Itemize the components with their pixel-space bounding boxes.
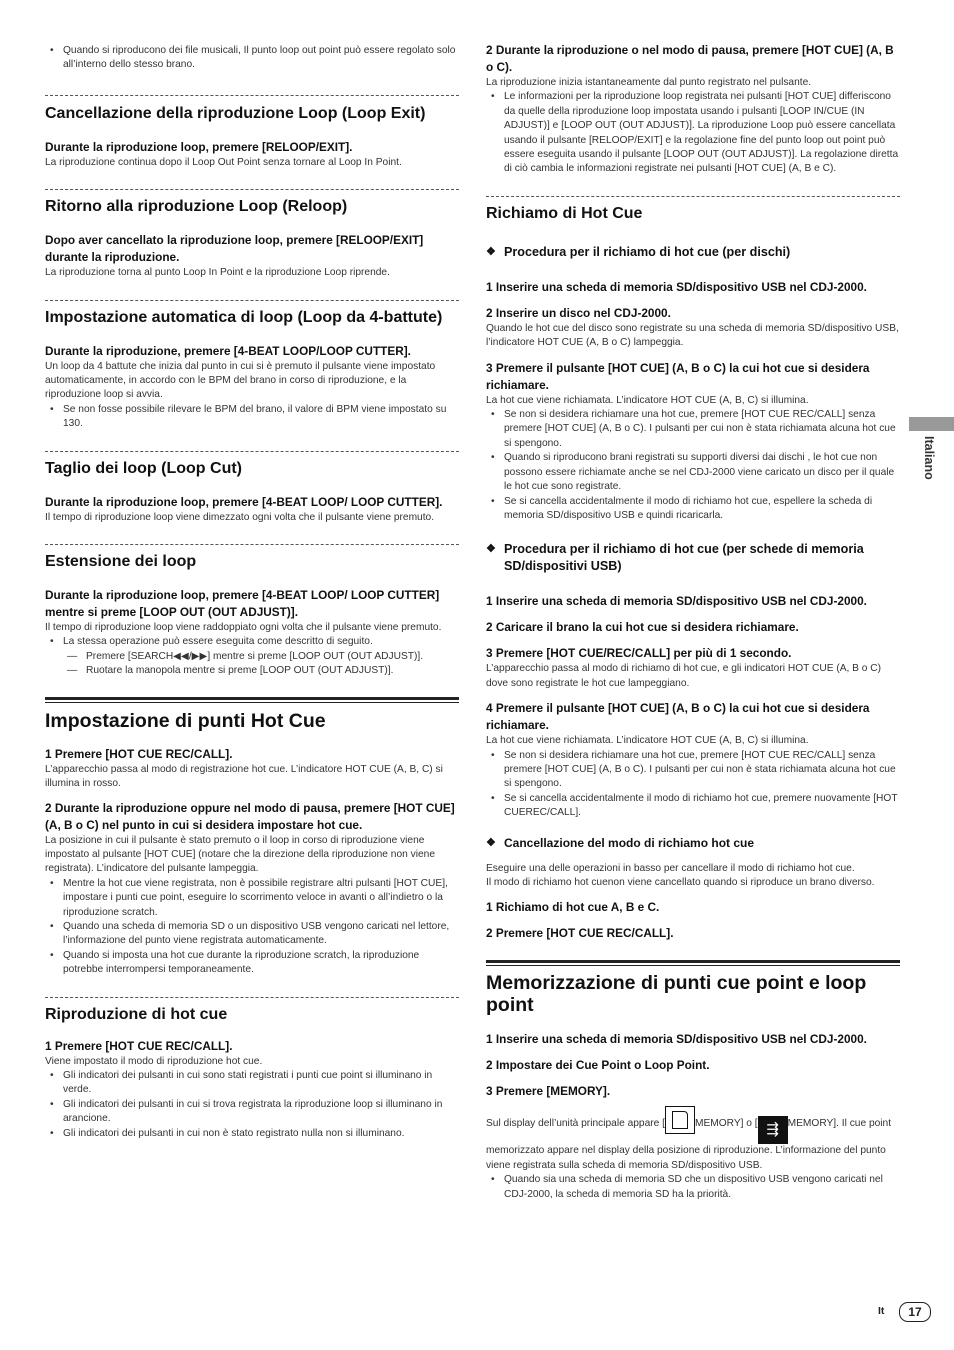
paragraph: La riproduzione torna al punto Loop In Point e la riproduzione Loop riprende.: [45, 267, 390, 279]
usb-icon: ⇶: [758, 1116, 788, 1144]
paragraph: L’apparecchio passa al modo di registrazione hot cue. L’indicatore HOT CUE (A, B, C) si illumina in rosso.: [45, 763, 443, 790]
step: 1 Richiamo di hot cue A, B e C.: [486, 900, 660, 915]
list-item: • Se si cancella accidentalmente il modo di richiamo hot cue, espellere la scheda di memoria SD/dispositivo USB e quindi ricaricarla.: [486, 495, 900, 524]
section-title: Richiamo di Hot Cue: [486, 204, 643, 222]
step: Dopo aver cancellato la riproduzione loop, premere [RELOOP/EXIT] durante la riproduzione.: [45, 233, 424, 265]
section-divider: [45, 189, 459, 190]
step: 2 Premere [HOT CUE REC/CALL].: [486, 926, 674, 941]
section-divider: [45, 451, 459, 452]
step: 1 Inserire una scheda di memoria SD/dispositivo USB nel CDJ-2000.: [486, 1032, 867, 1047]
paragraph: Il tempo di riproduzione loop viene dimezzato ogni volta che il pulsante viene premuto.: [45, 511, 435, 523]
right-column: [486, 40, 900, 1202]
section-title: Riproduzione di hot cue: [45, 1005, 228, 1023]
step: Durante la riproduzione, premere [4-BEAT LOOP/LOOP CUTTER].: [45, 343, 411, 358]
step: 3 Premere il pulsante [HOT CUE] (A, B o C) la cui hot cue si desidera richiamare.: [486, 360, 870, 392]
step: 2 Inserire un disco nel CDJ-2000.: [486, 305, 671, 320]
paragraph: Viene impostato il modo di riproduzione hot cue.: [45, 1055, 263, 1067]
section-divider: [45, 997, 459, 998]
side-tab-marker: [909, 417, 954, 431]
list-item: • Mentre la hot cue viene registrata, non è possibile registrare altri pulsanti [HOT CUE], impostare i punti cue point, eseguire lo scorrimento veloce in avanti o all’indietro o la riproduzione scratch.: [45, 877, 459, 920]
list-item: • Quando sia una scheda di memoria SD che un dispositivo USB vengono caricati nel CDJ-2000, la scheda di memoria SD ha la priorità.: [486, 1173, 900, 1202]
step: 2 Impostare dei Cue Point o Loop Point.: [486, 1058, 710, 1073]
section-title: Ritorno alla riproduzione Loop (Reloop): [45, 198, 348, 216]
chapter-rule: [45, 697, 459, 703]
left-column: [45, 40, 459, 1141]
list-item: • Se non si desidera richiamare una hot cue, premere [HOT CUE REC/CALL] senza premere [HOT CUE] (A, B o C). I pulsanti per cui non è stata richiamata alcuna hot cue si spengono.: [486, 749, 900, 792]
section-title: Cancellazione della riproduzione Loop (Loop Exit): [45, 104, 426, 122]
chapter-title: Memorizzazione di punti cue point e loop point: [486, 972, 867, 1017]
paragraph: Quando le hot cue del disco sono registrate su una scheda di memoria SD/dispositivo USB, l’indicatore HOT CUE (A, B o C) lampeggia.: [486, 322, 899, 349]
list-item: • Gli indicatori dei pulsanti in cui sono stati registrati i punti cue point si illuminano in verde.: [45, 1069, 459, 1098]
chapter-title: Impostazione di punti Hot Cue: [45, 709, 326, 732]
subsection-title: ❖ Cancellazione del modo di richiamo hot cue: [486, 835, 755, 850]
list-item: • Le informazioni per la riproduzione loop registrata nei pulsanti [HOT CUE] differiscono da quelle della riproduzione loop impostata usando i pulsanti [LOOP IN/CUE (IN ADJUST)] e [LOOP OUT (OUT ADJUST)]. La riproduzione Loop può essere cancellata usando il pulsante [RELOOP/EXIT] e la regolazione fine del punto loop out point può essere eseguita usando il pulsante [LOOP OUT (OUT ADJUST)]. La regolazione diretta di ciò cambia le informazioni registrate nei pulsanti [HOT CUE] (A, B e C).: [486, 90, 900, 176]
section-title: Taglio dei loop (Loop Cut): [45, 459, 242, 477]
sd-card-icon: [665, 1106, 695, 1134]
subsection-title: ❖ Procedura per il richiamo di hot cue (per dischi): [486, 244, 791, 259]
section-divider: [45, 95, 459, 96]
paragraph: La posizione in cui il pulsante è stato premuto o il loop in corso di riproduzione viene impostato al pulsante [HOT CUE] (notare che la direzione della riproduzione non viene registrata). L’indicatore del pulsante lampeggia.: [45, 834, 435, 875]
diamond-icon: ❖: [486, 543, 496, 556]
step: 1 Premere [HOT CUE REC/CALL].: [45, 1038, 233, 1053]
paragraph: La hot cue viene richiamata. L’indicatore HOT CUE (A, B, C) si illumina.: [486, 394, 809, 406]
list-item: • Quando una scheda di memoria SD o un dispositivo USB vengono caricati nel lettore, l’informazione del punto viene registrata automaticamente.: [45, 920, 459, 949]
footer-language: It: [878, 1305, 885, 1317]
section-divider: [45, 544, 459, 545]
paragraph: Eseguire una delle operazioni in basso per cancellare il modo di richiamo hot cue.: [486, 862, 855, 874]
list-item: • Quando si imposta una hot cue durante la riproduzione scratch, la riproduzione potrebbe interrompersi temporaneamente.: [45, 949, 459, 978]
side-tab-label: Italiano: [922, 436, 936, 480]
subsection-title: ❖ Procedura per il richiamo di hot cue (per schede di memoria SD/dispositivi USB): [486, 542, 864, 574]
step: 4 Premere il pulsante [HOT CUE] (A, B o C) la cui hot cue si desidera richiamare.: [486, 701, 870, 733]
list-item: — Ruotare la manopola mentre si preme [LOOP OUT (OUT ADJUST)].: [45, 664, 459, 678]
paragraph: L’apparecchio passa al modo di richiamo di hot cue, e gli indicatori HOT CUE (A, B o C) dove sono registrate le hot cue lampeggiano.: [486, 663, 882, 689]
diamond-icon: ❖: [486, 245, 496, 258]
section-title: Impostazione automatica di loop (Loop da 4-battute): [45, 308, 443, 326]
step: 1 Premere [HOT CUE REC/CALL].: [45, 746, 233, 761]
section-title: Estensione dei loop: [45, 553, 197, 571]
step: 2 Caricare il brano la cui hot cue si desidera richiamare.: [486, 620, 799, 635]
paragraph: Il modo di richiamo hot cuenon viene cancellato quando si riproduce un brano diverso.: [486, 876, 875, 888]
diamond-icon: ❖: [486, 836, 496, 849]
step: 1 Inserire una scheda di memoria SD/dispositivo USB nel CDJ-2000.: [486, 594, 867, 609]
paragraph: Sul display dell’unità principale appare [ MEMORY] o [ ⇶ MEMORY]. Il cue point memorizzato appare nel display della posizione di riproduzione. L’informazione del punto viene registrata sulla scheda di memoria SD/dispositivo USB.: [486, 1106, 900, 1173]
list-item: • Gli indicatori dei pulsanti in cui si trova registrata la riproduzione loop si illuminano in arancione.: [45, 1098, 459, 1127]
step: 2 Durante la riproduzione oppure nel modo di pausa, premere [HOT CUE] (A, B o C) nel punto in cui si desidera impostare hot cue.: [45, 800, 455, 832]
paragraph: La hot cue viene richiamata. L’indicatore HOT CUE (A, B, C) si illumina.: [486, 735, 809, 747]
paragraph: La riproduzione inizia istantaneamente dal punto registrato nel pulsante.: [486, 77, 812, 88]
list-item: • Se non fosse possibile rilevare le BPM del brano, il valore di BPM viene impostato su 130.: [45, 403, 459, 432]
list-item: • Quando si riproducono dei file musicali, Il punto loop out point può essere regolato solo all’interno dello stesso brano.: [45, 44, 459, 73]
list-item: • Gli indicatori dei pulsanti in cui non è stato registrato nulla non si illuminano.: [45, 1127, 459, 1141]
chapter-rule: [486, 960, 900, 966]
paragraph: Il tempo di riproduzione loop viene raddoppiato ogni volta che il pulsante viene premuto.: [45, 622, 442, 634]
section-divider: [45, 300, 459, 301]
section-divider: [486, 196, 900, 197]
step: Durante la riproduzione loop, premere [4-BEAT LOOP/ LOOP CUTTER] mentre si preme [LOOP OUT (OUT ADJUST)].: [45, 588, 440, 620]
step: Durante la riproduzione loop, premere [4-BEAT LOOP/ LOOP CUTTER].: [45, 494, 443, 509]
list-item: • La stessa operazione può essere eseguita come descritto di seguito.: [45, 635, 459, 649]
step: 2 Durante la riproduzione o nel modo di pausa, premere [HOT CUE] (A, B o C).: [486, 43, 894, 74]
paragraph: Un loop da 4 battute che inizia dal punto in cui si è premuto il pulsante viene impostato automaticamente, in accordo con le BPM del brano in corso di riproduzione, e la riproduzione loop si avvia.: [45, 360, 436, 401]
step: 1 Inserire una scheda di memoria SD/dispositivo USB nel CDJ-2000.: [486, 279, 867, 294]
step: Durante la riproduzione loop, premere [RELOOP/EXIT].: [45, 139, 353, 154]
list-item: • Se non si desidera richiamare una hot cue, premere [HOT CUE REC/CALL] senza premere [HOT CUE] (A, B o C). I pulsanti per cui non è stata richiamata alcuna hot cue si spengono.: [486, 408, 900, 451]
list-item: • Se si cancella accidentalmente il modo di richiamo hot cue, premere nuovamente [HOT CUEREC/CALL].: [486, 792, 900, 821]
step: 3 Premere [HOT CUE/REC/CALL] per più di 1 secondo.: [486, 646, 792, 661]
list-item: — Premere [SEARCH◀◀/▶▶] mentre si preme [LOOP OUT (OUT ADJUST)].: [45, 650, 459, 664]
list-item: • Quando si riproducono brani registrati su supporti diversi dai dischi , le hot cue non possono essere richiamate anche se nel CDJ-2000 viene caricato un disco per il quale le hot cue sono registrate.: [486, 451, 900, 494]
page-number: 17: [899, 1302, 931, 1322]
paragraph: La riproduzione continua dopo il Loop Out Point senza tornare al Loop In Point.: [45, 156, 402, 168]
step: 3 Premere [MEMORY].: [486, 1084, 611, 1099]
